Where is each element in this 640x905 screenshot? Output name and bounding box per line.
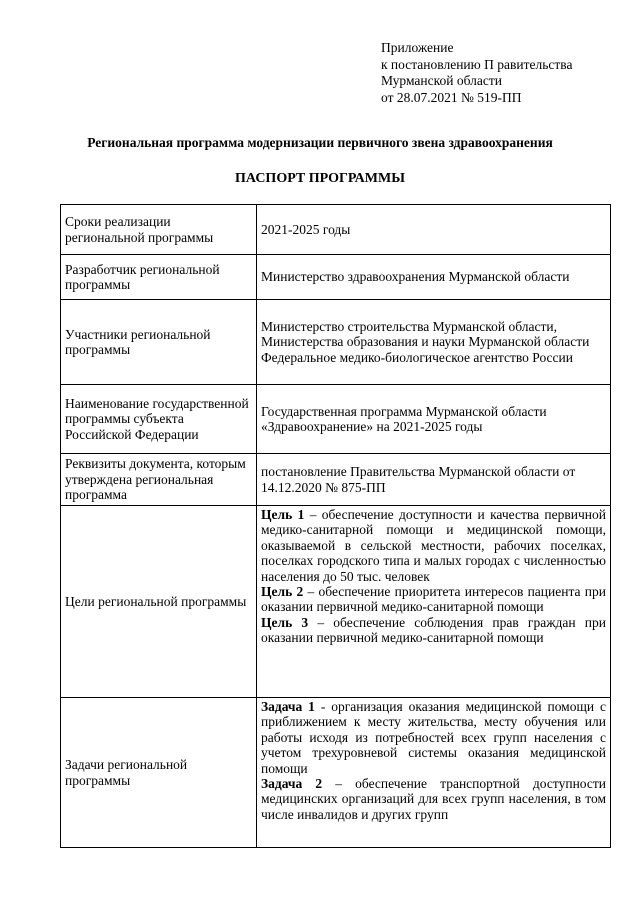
passport-table xyxy=(60,204,611,848)
task-item xyxy=(261,699,606,776)
annex-line: от 28.07.2021 № 519-ПП xyxy=(381,89,522,105)
annex-line: к постановлению П равительства xyxy=(381,56,573,72)
goal-head: Цель 2 xyxy=(261,584,304,600)
row-value xyxy=(257,506,611,698)
goal-item xyxy=(261,507,606,584)
row-value xyxy=(257,698,611,848)
row-label: Разработчик региональной программы xyxy=(61,255,257,300)
row-label: Цели региональной программы xyxy=(61,506,257,698)
row-label: Наименование государственной программы субъекта Российской Федерации xyxy=(61,385,257,454)
task-item xyxy=(261,776,606,822)
task-text: - организация оказания медицинской помощи с приближением к месту жительства, месту обучения или работы исходя из потребностей всех групп населения с учетом трехуровневой системы оказания медицинской помощи xyxy=(261,699,606,776)
row-value: Министерство здравоохранения Мурманской области xyxy=(257,255,611,300)
task-head: Задача 1 xyxy=(261,699,315,714)
row-value: Государственная программа Мурманской области «Здравоохранение» на 2021-2025 годы xyxy=(257,385,611,454)
goal-head: Цель 3 xyxy=(261,614,309,630)
participant-line: Министерства образования и науки Мурманской области xyxy=(261,334,590,350)
row-label: Участники региональной программы xyxy=(61,300,257,385)
table-row xyxy=(61,300,611,385)
passport-title: ПАСПОРТ ПРОГРАММЫ xyxy=(235,171,405,186)
task-text: – обеспечение транспортной доступности медицинских организаций для всех групп населения, в том числе инвалидов и других групп xyxy=(261,776,606,822)
table-row xyxy=(61,255,611,300)
row-label: Сроки реализации региональной программы xyxy=(61,205,257,255)
goal-head: Цель 1 xyxy=(261,507,305,522)
program-title: Региональная программа модернизации первичного звена здравоохранения xyxy=(87,135,553,150)
table-row xyxy=(61,454,611,506)
participant-line: Министерство строительства Мурманской области, xyxy=(261,318,557,334)
table-row xyxy=(61,506,611,698)
goal-text: – обеспечение приоритета интересов пациента при оказании первичной медико-санитарной помощи xyxy=(261,584,606,615)
goal-item xyxy=(261,615,606,646)
goal-text: – обеспечение доступности и качества первичной медико-санитарной помощи и медицинской помощи, оказываемой в сельской местности, рабочих поселках, поселках городского типа и малых городах с численностью населения до 50 тыс. человек xyxy=(261,507,606,584)
row-label: Реквизиты документа, которым утверждена региональная программа xyxy=(61,454,257,506)
row-value xyxy=(257,300,611,385)
table-row xyxy=(61,698,611,848)
table-row xyxy=(61,385,611,454)
participant-line: Федеральное медико-биологическое агентство России xyxy=(261,349,573,365)
row-label: Задачи региональной программы xyxy=(61,698,257,848)
goal-text: – обеспечение соблюдения прав граждан при оказании первичной медико-санитарной помощи xyxy=(261,614,606,646)
task-head: Задача 2 xyxy=(261,776,323,792)
annex-line: Приложение xyxy=(381,40,454,55)
annex-line: Мурманской области xyxy=(381,73,502,88)
goal-item xyxy=(261,584,606,615)
row-value: 2021-2025 годы xyxy=(257,205,611,255)
table-row xyxy=(61,205,611,255)
row-value: постановление Правительства Мурманской области от 14.12.2020 № 875-ПП xyxy=(257,454,611,506)
annex-header xyxy=(381,40,572,106)
